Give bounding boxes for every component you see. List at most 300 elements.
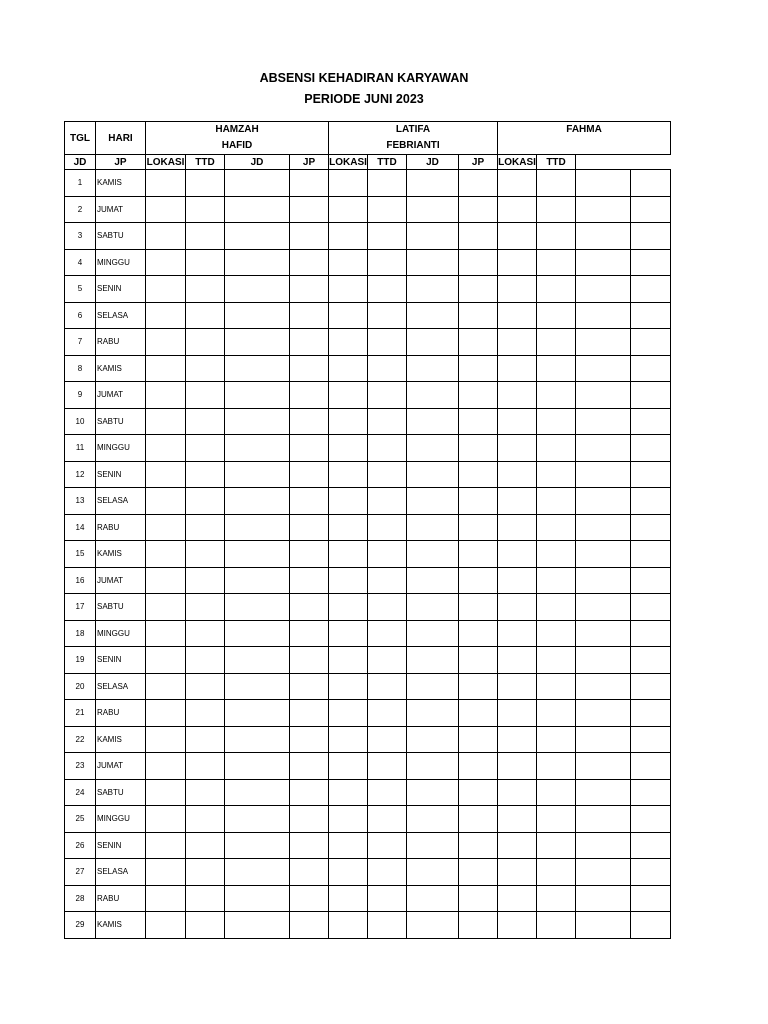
entry-cell[interactable] [225,832,290,859]
entry-cell[interactable] [407,859,459,886]
entry-cell[interactable] [146,647,186,674]
entry-cell[interactable] [537,673,576,700]
entry-cell[interactable] [576,620,631,647]
entry-cell[interactable] [407,832,459,859]
entry-cell[interactable] [631,170,671,197]
entry-cell[interactable] [459,753,498,780]
entry-cell[interactable] [631,885,671,912]
entry-cell[interactable] [537,806,576,833]
entry-cell[interactable] [146,541,186,568]
entry-cell[interactable] [368,567,407,594]
entry-cell[interactable] [329,620,368,647]
entry-cell[interactable] [225,912,290,939]
entry-cell[interactable] [225,779,290,806]
entry-cell[interactable] [459,567,498,594]
entry-cell[interactable] [329,594,368,621]
entry-cell[interactable] [459,832,498,859]
entry-cell[interactable] [290,859,329,886]
entry-cell[interactable] [576,461,631,488]
entry-cell[interactable] [225,329,290,356]
entry-cell[interactable] [576,223,631,250]
entry-cell[interactable] [407,355,459,382]
entry-cell[interactable] [290,276,329,303]
entry-cell[interactable] [146,355,186,382]
entry-cell[interactable] [146,700,186,727]
entry-cell[interactable] [498,620,537,647]
entry-cell[interactable] [537,859,576,886]
entry-cell[interactable] [576,753,631,780]
entry-cell[interactable] [498,435,537,462]
entry-cell[interactable] [329,541,368,568]
entry-cell[interactable] [290,488,329,515]
entry-cell[interactable] [459,514,498,541]
entry-cell[interactable] [537,461,576,488]
entry-cell[interactable] [225,461,290,488]
entry-cell[interactable] [576,567,631,594]
entry-cell[interactable] [186,647,225,674]
entry-cell[interactable] [459,488,498,515]
entry-cell[interactable] [576,514,631,541]
entry-cell[interactable] [290,541,329,568]
entry-cell[interactable] [537,355,576,382]
entry-cell[interactable] [329,382,368,409]
entry-cell[interactable] [631,832,671,859]
entry-cell[interactable] [498,806,537,833]
entry-cell[interactable] [407,673,459,700]
entry-cell[interactable] [290,647,329,674]
entry-cell[interactable] [329,726,368,753]
entry-cell[interactable] [146,196,186,223]
entry-cell[interactable] [498,355,537,382]
entry-cell[interactable] [631,488,671,515]
entry-cell[interactable] [146,620,186,647]
entry-cell[interactable] [407,806,459,833]
entry-cell[interactable] [368,302,407,329]
entry-cell[interactable] [576,329,631,356]
entry-cell[interactable] [368,514,407,541]
entry-cell[interactable] [631,912,671,939]
entry-cell[interactable] [290,700,329,727]
entry-cell[interactable] [459,700,498,727]
entry-cell[interactable] [146,594,186,621]
entry-cell[interactable] [459,541,498,568]
entry-cell[interactable] [576,382,631,409]
entry-cell[interactable] [146,435,186,462]
entry-cell[interactable] [498,859,537,886]
entry-cell[interactable] [498,170,537,197]
entry-cell[interactable] [290,329,329,356]
entry-cell[interactable] [407,329,459,356]
entry-cell[interactable] [290,594,329,621]
entry-cell[interactable] [459,647,498,674]
entry-cell[interactable] [537,700,576,727]
entry-cell[interactable] [329,355,368,382]
entry-cell[interactable] [186,912,225,939]
entry-cell[interactable] [186,488,225,515]
entry-cell[interactable] [186,779,225,806]
entry-cell[interactable] [537,594,576,621]
entry-cell[interactable] [631,673,671,700]
entry-cell[interactable] [225,355,290,382]
entry-cell[interactable] [329,673,368,700]
entry-cell[interactable] [407,223,459,250]
entry-cell[interactable] [329,435,368,462]
entry-cell[interactable] [186,753,225,780]
entry-cell[interactable] [576,859,631,886]
entry-cell[interactable] [576,488,631,515]
entry-cell[interactable] [576,408,631,435]
entry-cell[interactable] [146,859,186,886]
entry-cell[interactable] [368,832,407,859]
entry-cell[interactable] [329,700,368,727]
entry-cell[interactable] [329,461,368,488]
entry-cell[interactable] [576,435,631,462]
entry-cell[interactable] [407,567,459,594]
entry-cell[interactable] [498,673,537,700]
entry-cell[interactable] [631,355,671,382]
entry-cell[interactable] [290,753,329,780]
entry-cell[interactable] [290,382,329,409]
entry-cell[interactable] [225,223,290,250]
entry-cell[interactable] [329,567,368,594]
entry-cell[interactable] [459,435,498,462]
entry-cell[interactable] [576,726,631,753]
entry-cell[interactable] [537,514,576,541]
entry-cell[interactable] [631,859,671,886]
entry-cell[interactable] [407,726,459,753]
entry-cell[interactable] [329,276,368,303]
entry-cell[interactable] [631,620,671,647]
entry-cell[interactable] [368,620,407,647]
entry-cell[interactable] [498,276,537,303]
entry-cell[interactable] [631,726,671,753]
entry-cell[interactable] [186,435,225,462]
entry-cell[interactable] [631,329,671,356]
entry-cell[interactable] [290,355,329,382]
entry-cell[interactable] [186,249,225,276]
entry-cell[interactable] [498,223,537,250]
entry-cell[interactable] [631,567,671,594]
entry-cell[interactable] [290,912,329,939]
entry-cell[interactable] [225,594,290,621]
entry-cell[interactable] [498,196,537,223]
entry-cell[interactable] [631,541,671,568]
entry-cell[interactable] [407,408,459,435]
entry-cell[interactable] [290,435,329,462]
entry-cell[interactable] [368,753,407,780]
entry-cell[interactable] [498,408,537,435]
entry-cell[interactable] [459,355,498,382]
entry-cell[interactable] [459,249,498,276]
entry-cell[interactable] [576,355,631,382]
entry-cell[interactable] [498,329,537,356]
entry-cell[interactable] [407,594,459,621]
entry-cell[interactable] [186,567,225,594]
entry-cell[interactable] [407,514,459,541]
entry-cell[interactable] [146,408,186,435]
entry-cell[interactable] [186,223,225,250]
entry-cell[interactable] [631,461,671,488]
entry-cell[interactable] [498,647,537,674]
entry-cell[interactable] [146,673,186,700]
entry-cell[interactable] [146,382,186,409]
entry-cell[interactable] [329,753,368,780]
entry-cell[interactable] [146,779,186,806]
entry-cell[interactable] [368,541,407,568]
entry-cell[interactable] [186,673,225,700]
entry-cell[interactable] [576,541,631,568]
entry-cell[interactable] [576,594,631,621]
entry-cell[interactable] [368,779,407,806]
entry-cell[interactable] [368,355,407,382]
entry-cell[interactable] [537,726,576,753]
entry-cell[interactable] [459,806,498,833]
entry-cell[interactable] [186,620,225,647]
entry-cell[interactable] [146,276,186,303]
entry-cell[interactable] [186,461,225,488]
entry-cell[interactable] [290,249,329,276]
entry-cell[interactable] [631,196,671,223]
entry-cell[interactable] [631,302,671,329]
entry-cell[interactable] [576,170,631,197]
entry-cell[interactable] [146,753,186,780]
entry-cell[interactable] [225,249,290,276]
entry-cell[interactable] [225,488,290,515]
entry-cell[interactable] [459,408,498,435]
entry-cell[interactable] [498,832,537,859]
entry-cell[interactable] [146,885,186,912]
entry-cell[interactable] [290,170,329,197]
entry-cell[interactable] [186,832,225,859]
entry-cell[interactable] [537,408,576,435]
entry-cell[interactable] [459,329,498,356]
entry-cell[interactable] [407,700,459,727]
entry-cell[interactable] [459,859,498,886]
entry-cell[interactable] [631,223,671,250]
entry-cell[interactable] [498,514,537,541]
entry-cell[interactable] [631,514,671,541]
entry-cell[interactable] [225,673,290,700]
entry-cell[interactable] [407,912,459,939]
entry-cell[interactable] [225,302,290,329]
entry-cell[interactable] [407,779,459,806]
entry-cell[interactable] [146,726,186,753]
entry-cell[interactable] [631,276,671,303]
entry-cell[interactable] [329,832,368,859]
entry-cell[interactable] [329,885,368,912]
entry-cell[interactable] [537,302,576,329]
entry-cell[interactable] [146,223,186,250]
entry-cell[interactable] [329,223,368,250]
entry-cell[interactable] [576,647,631,674]
entry-cell[interactable] [368,435,407,462]
entry-cell[interactable] [631,435,671,462]
entry-cell[interactable] [631,779,671,806]
entry-cell[interactable] [186,329,225,356]
entry-cell[interactable] [225,567,290,594]
entry-cell[interactable] [368,912,407,939]
entry-cell[interactable] [186,806,225,833]
entry-cell[interactable] [368,594,407,621]
entry-cell[interactable] [368,170,407,197]
entry-cell[interactable] [186,355,225,382]
entry-cell[interactable] [290,302,329,329]
entry-cell[interactable] [631,700,671,727]
entry-cell[interactable] [537,249,576,276]
entry-cell[interactable] [225,170,290,197]
entry-cell[interactable] [329,647,368,674]
entry-cell[interactable] [631,408,671,435]
entry-cell[interactable] [368,461,407,488]
entry-cell[interactable] [459,223,498,250]
entry-cell[interactable] [537,196,576,223]
entry-cell[interactable] [329,514,368,541]
entry-cell[interactable] [290,461,329,488]
entry-cell[interactable] [407,620,459,647]
entry-cell[interactable] [290,832,329,859]
entry-cell[interactable] [186,859,225,886]
entry-cell[interactable] [498,567,537,594]
entry-cell[interactable] [146,912,186,939]
entry-cell[interactable] [146,170,186,197]
entry-cell[interactable] [576,779,631,806]
entry-cell[interactable] [498,249,537,276]
entry-cell[interactable] [290,726,329,753]
entry-cell[interactable] [290,196,329,223]
entry-cell[interactable] [537,223,576,250]
entry-cell[interactable] [576,885,631,912]
entry-cell[interactable] [290,806,329,833]
entry-cell[interactable] [225,541,290,568]
entry-cell[interactable] [459,382,498,409]
entry-cell[interactable] [459,885,498,912]
entry-cell[interactable] [576,276,631,303]
entry-cell[interactable] [368,885,407,912]
entry-cell[interactable] [329,249,368,276]
entry-cell[interactable] [537,912,576,939]
entry-cell[interactable] [537,170,576,197]
entry-cell[interactable] [537,541,576,568]
entry-cell[interactable] [186,408,225,435]
entry-cell[interactable] [498,488,537,515]
entry-cell[interactable] [576,302,631,329]
entry-cell[interactable] [186,726,225,753]
entry-cell[interactable] [186,885,225,912]
entry-cell[interactable] [329,912,368,939]
entry-cell[interactable] [225,620,290,647]
entry-cell[interactable] [407,541,459,568]
entry-cell[interactable] [225,408,290,435]
entry-cell[interactable] [290,223,329,250]
entry-cell[interactable] [459,276,498,303]
entry-cell[interactable] [146,461,186,488]
entry-cell[interactable] [186,700,225,727]
entry-cell[interactable] [576,196,631,223]
entry-cell[interactable] [290,408,329,435]
entry-cell[interactable] [459,170,498,197]
entry-cell[interactable] [290,779,329,806]
entry-cell[interactable] [368,249,407,276]
entry-cell[interactable] [576,912,631,939]
entry-cell[interactable] [329,859,368,886]
entry-cell[interactable] [407,196,459,223]
entry-cell[interactable] [225,435,290,462]
entry-cell[interactable] [498,461,537,488]
entry-cell[interactable] [225,514,290,541]
entry-cell[interactable] [631,382,671,409]
entry-cell[interactable] [329,329,368,356]
entry-cell[interactable] [225,647,290,674]
entry-cell[interactable] [407,647,459,674]
entry-cell[interactable] [537,567,576,594]
entry-cell[interactable] [290,567,329,594]
entry-cell[interactable] [329,196,368,223]
entry-cell[interactable] [368,329,407,356]
entry-cell[interactable] [186,382,225,409]
entry-cell[interactable] [186,196,225,223]
entry-cell[interactable] [186,302,225,329]
entry-cell[interactable] [498,753,537,780]
entry-cell[interactable] [329,779,368,806]
entry-cell[interactable] [631,594,671,621]
entry-cell[interactable] [290,885,329,912]
entry-cell[interactable] [290,673,329,700]
entry-cell[interactable] [498,594,537,621]
entry-cell[interactable] [368,382,407,409]
entry-cell[interactable] [146,302,186,329]
entry-cell[interactable] [537,488,576,515]
entry-cell[interactable] [225,276,290,303]
entry-cell[interactable] [225,196,290,223]
entry-cell[interactable] [576,249,631,276]
entry-cell[interactable] [498,726,537,753]
entry-cell[interactable] [368,859,407,886]
entry-cell[interactable] [186,170,225,197]
entry-cell[interactable] [459,779,498,806]
entry-cell[interactable] [459,620,498,647]
entry-cell[interactable] [368,647,407,674]
entry-cell[interactable] [537,779,576,806]
entry-cell[interactable] [368,700,407,727]
entry-cell[interactable] [537,382,576,409]
entry-cell[interactable] [186,276,225,303]
entry-cell[interactable] [329,302,368,329]
entry-cell[interactable] [329,170,368,197]
entry-cell[interactable] [368,673,407,700]
entry-cell[interactable] [459,912,498,939]
entry-cell[interactable] [537,329,576,356]
entry-cell[interactable] [329,408,368,435]
entry-cell[interactable] [576,673,631,700]
entry-cell[interactable] [368,276,407,303]
entry-cell[interactable] [631,806,671,833]
entry-cell[interactable] [225,700,290,727]
entry-cell[interactable] [407,170,459,197]
entry-cell[interactable] [498,912,537,939]
entry-cell[interactable] [407,885,459,912]
entry-cell[interactable] [225,885,290,912]
entry-cell[interactable] [407,461,459,488]
entry-cell[interactable] [186,594,225,621]
entry-cell[interactable] [186,541,225,568]
entry-cell[interactable] [290,620,329,647]
entry-cell[interactable] [329,488,368,515]
entry-cell[interactable] [225,726,290,753]
entry-cell[interactable] [576,832,631,859]
entry-cell[interactable] [146,514,186,541]
entry-cell[interactable] [459,726,498,753]
entry-cell[interactable] [407,753,459,780]
